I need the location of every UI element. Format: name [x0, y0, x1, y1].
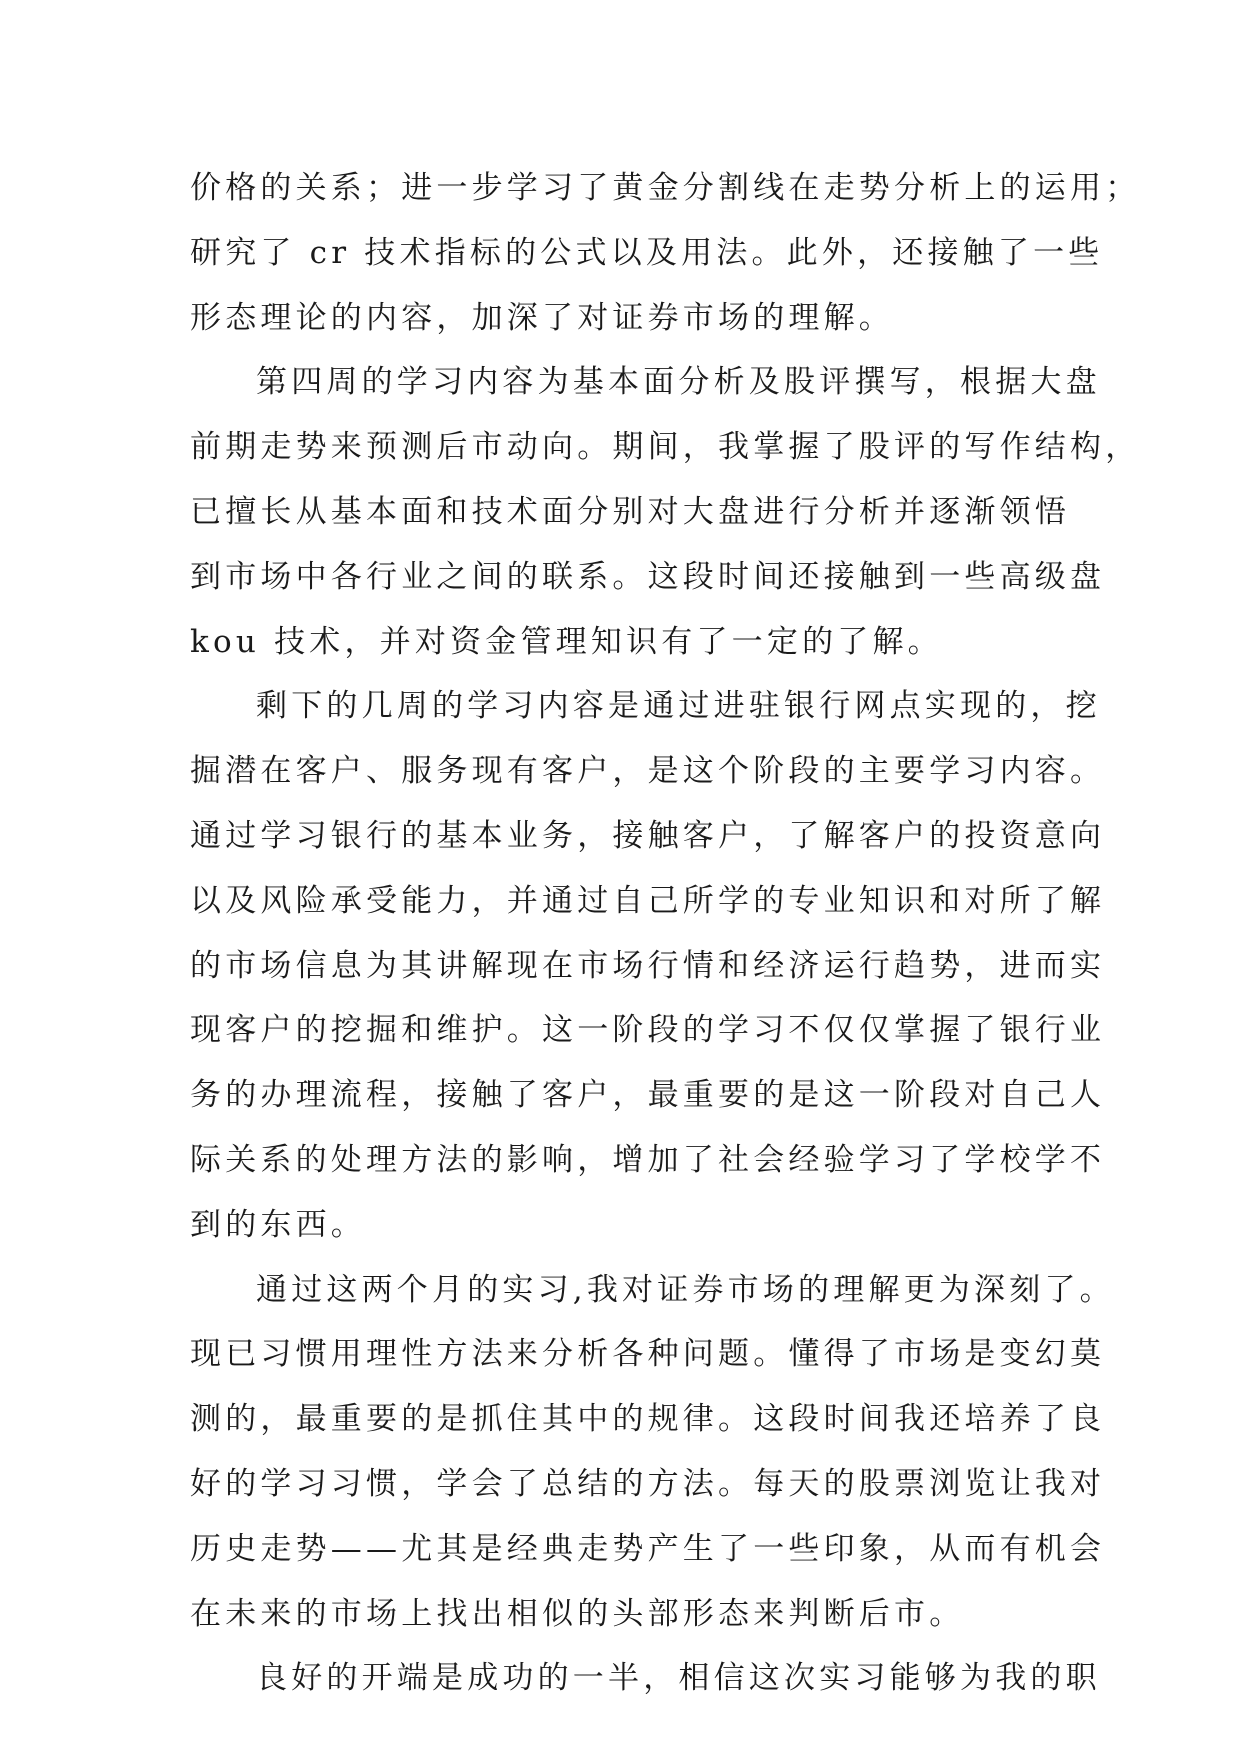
- text-line: 掘潜在客户、服务现有客户，是这个阶段的主要学习内容。: [190, 753, 1106, 790]
- text-line: 到的东西。: [190, 1206, 366, 1243]
- text-line: 现客户的挖掘和维护。这一阶段的学习不仅仅掌握了银行业: [190, 1012, 1106, 1049]
- text-line: 形态理论的内容，加深了对证券市场的理解。: [190, 299, 894, 336]
- text-line: 通过学习银行的基本业务，接触客户，了解客户的投资意向: [190, 817, 1106, 854]
- text-line: 的市场信息为其讲解现在市场行情和经济运行趋势，进而实: [190, 947, 1106, 984]
- text-line: 已擅长从基本面和技术面分别对大盘进行分析并逐渐领悟: [190, 493, 1070, 530]
- paragraph-first-line: 第四周的学习内容为基本面分析及股评撰写，根据大盘: [256, 364, 1101, 401]
- text-line: 到市场中各行业之间的联系。这段时间还接触到一些高级盘: [190, 558, 1106, 595]
- text-line: 测的，最重要的是抓住其中的规律。这段时间我还培养了良: [190, 1401, 1106, 1438]
- text-line: kou 技术，并对资金管理知识有了一定的了解。: [190, 623, 943, 660]
- text-line: 现已习惯用理性方法来分析各种问题。懂得了市场是变幻莫: [190, 1336, 1106, 1373]
- paragraph-first-line: 良好的开端是成功的一半，相信这次实习能够为我的职: [256, 1660, 1101, 1697]
- text-line: 历史走势——尤其是经典走势产生了一些印象，从而有机会: [190, 1530, 1106, 1567]
- text-line: 际关系的处理方法的影响，增加了社会经验学习了学校学不: [190, 1141, 1106, 1178]
- text-line: 好的学习习惯，学会了总结的方法。每天的股票浏览让我对: [190, 1465, 1106, 1502]
- paragraph-first-line: 通过这两个月的实习,我对证券市场的理解更为深刻了。: [256, 1271, 1115, 1308]
- text-line: 以及风险承受能力，并通过自己所学的专业知识和对所了解: [190, 882, 1106, 919]
- text-line: 研究了 cr 技术指标的公式以及用法。此外，还接触了一些: [190, 234, 1104, 271]
- text-line: 价格的关系；进一步学习了黄金分割线在走势分析上的运用；: [190, 170, 1141, 206]
- text-line: 前期走势来预测后市动向。期间，我掌握了股评的写作结构，: [190, 429, 1141, 466]
- text-line: 在未来的市场上找出相似的头部形态来判断后市。: [190, 1595, 965, 1632]
- document-body: [190, 156, 1141, 1711]
- text-line: 务的办理流程，接触了客户，最重要的是这一阶段对自己人: [190, 1077, 1106, 1114]
- paragraph-first-line: 剩下的几周的学习内容是通过进驻银行网点实现的，挖: [256, 688, 1101, 725]
